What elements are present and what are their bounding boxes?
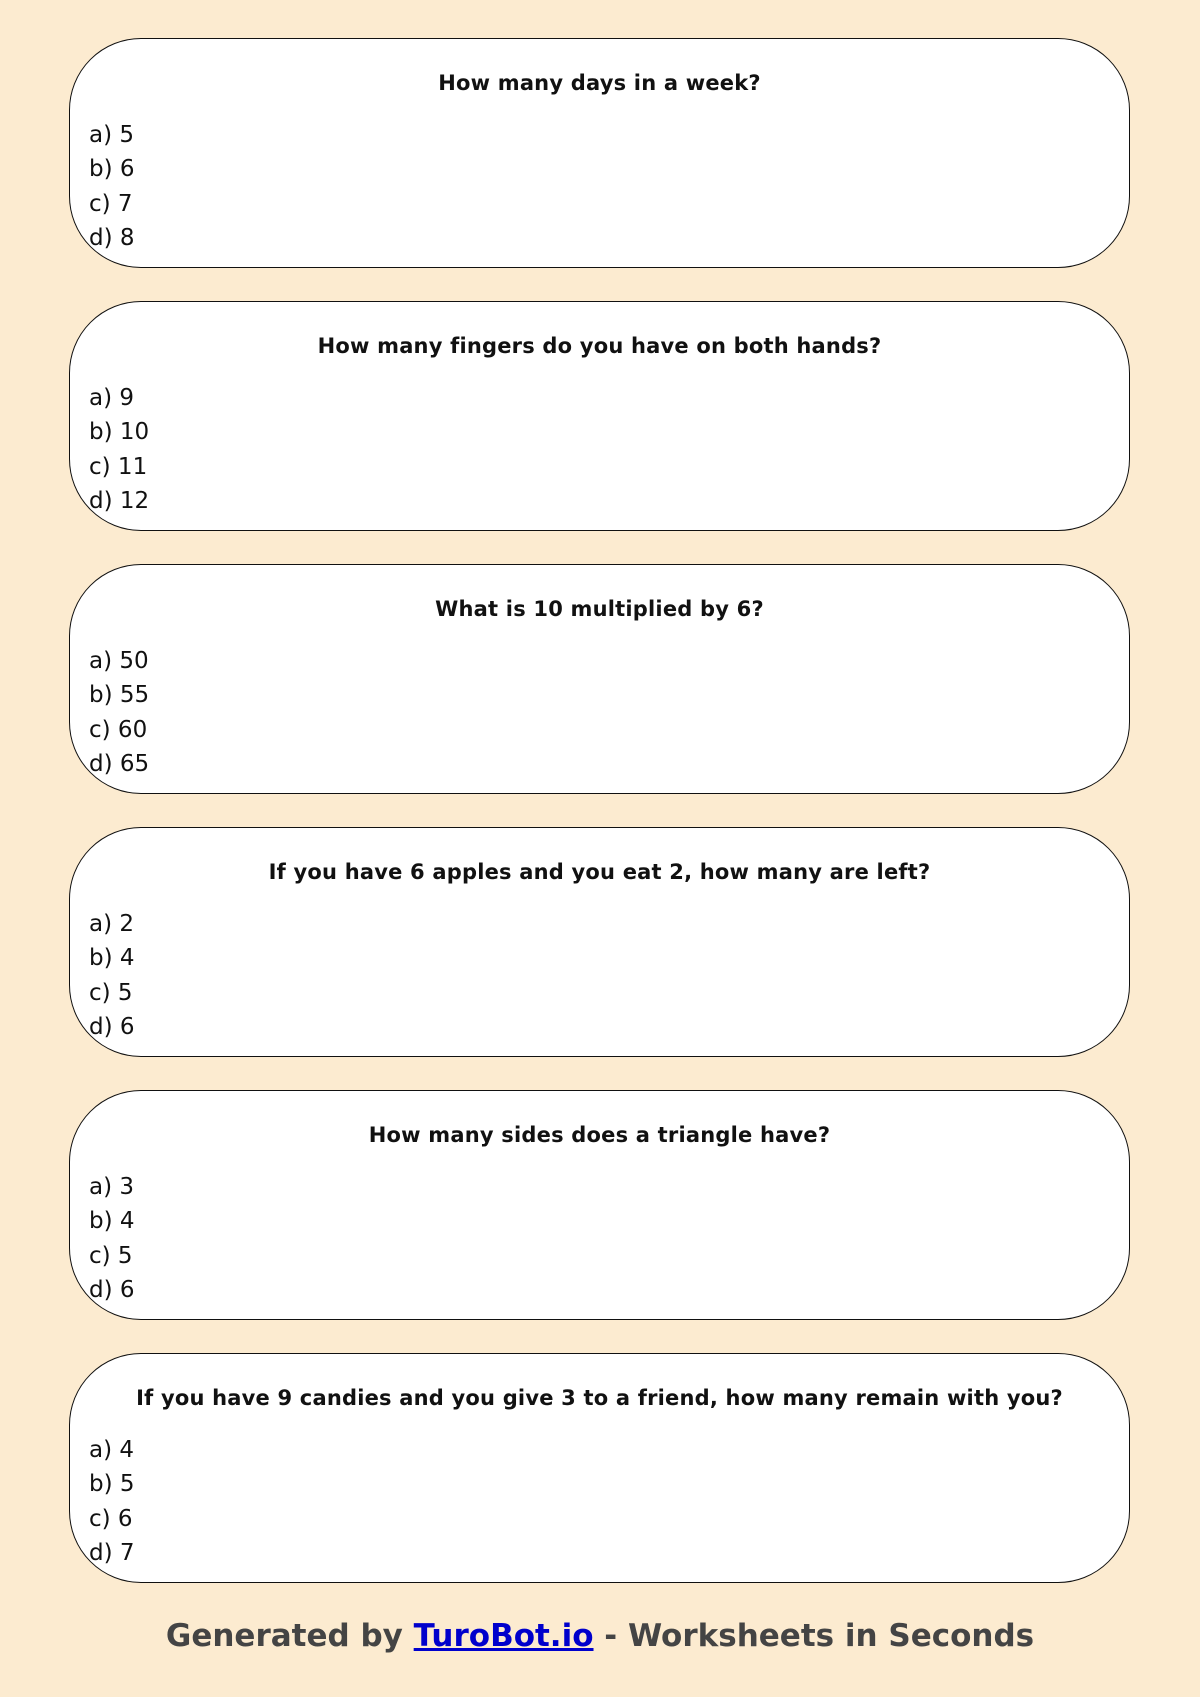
answer-option-d: d) 12 bbox=[89, 487, 150, 514]
footer-prefix: Generated by bbox=[165, 1618, 414, 1654]
question-text: How many days in a week? bbox=[438, 71, 761, 95]
answer-options bbox=[89, 907, 135, 1044]
question-card-4 bbox=[69, 827, 1130, 1057]
answer-option-a: a) 2 bbox=[89, 911, 135, 937]
answer-option-d: d) 7 bbox=[89, 1539, 135, 1566]
question-text: If you have 9 candies and you give 3 to a friend, how many remain with you? bbox=[136, 1386, 1063, 1410]
answer-option-a: a) 5 bbox=[89, 122, 135, 148]
question-card-2 bbox=[69, 301, 1130, 531]
answer-option-c: c) 7 bbox=[89, 190, 133, 217]
answer-option-d: d) 65 bbox=[89, 750, 150, 777]
answer-option-c: c) 11 bbox=[89, 453, 148, 480]
answer-option-b: b) 10 bbox=[89, 419, 150, 446]
question-text: How many fingers do you have on both hands? bbox=[317, 334, 882, 358]
footer-credit bbox=[0, 1618, 1200, 1654]
question-card-3 bbox=[69, 564, 1130, 794]
answer-option-c: c) 60 bbox=[89, 716, 148, 743]
answer-option-b: b) 4 bbox=[89, 1208, 135, 1235]
answer-option-c: c) 5 bbox=[89, 979, 133, 1006]
answer-option-b: b) 5 bbox=[89, 1471, 135, 1498]
question-card-6 bbox=[69, 1353, 1130, 1583]
answer-option-b: b) 55 bbox=[89, 682, 150, 709]
answer-option-a: a) 4 bbox=[89, 1437, 135, 1463]
answer-options bbox=[89, 1170, 135, 1307]
question-text: If you have 6 apples and you eat 2, how many are left? bbox=[268, 860, 931, 884]
turobot-link[interactable]: TuroBot.io bbox=[413, 1618, 594, 1654]
answer-option-a: a) 50 bbox=[89, 648, 149, 674]
question-text: How many sides does a triangle have? bbox=[368, 1123, 831, 1147]
question-text: What is 10 multiplied by 6? bbox=[435, 597, 764, 621]
answer-options bbox=[89, 644, 149, 781]
answer-option-d: d) 6 bbox=[89, 1276, 135, 1303]
answer-option-b: b) 6 bbox=[89, 156, 135, 183]
answer-option-d: d) 6 bbox=[89, 1013, 135, 1040]
answer-option-a: a) 3 bbox=[89, 1174, 135, 1200]
answer-option-b: b) 4 bbox=[89, 945, 135, 972]
answer-options bbox=[89, 381, 149, 518]
answer-option-c: c) 5 bbox=[89, 1242, 133, 1269]
answer-options bbox=[89, 1433, 135, 1570]
answer-option-a: a) 9 bbox=[89, 385, 135, 411]
answer-option-d: d) 8 bbox=[89, 224, 135, 251]
answer-option-c: c) 6 bbox=[89, 1505, 133, 1532]
question-card-1 bbox=[69, 38, 1130, 268]
footer-suffix: - Worksheets in Seconds bbox=[593, 1618, 1035, 1654]
answer-options bbox=[89, 118, 135, 255]
question-card-5 bbox=[69, 1090, 1130, 1320]
